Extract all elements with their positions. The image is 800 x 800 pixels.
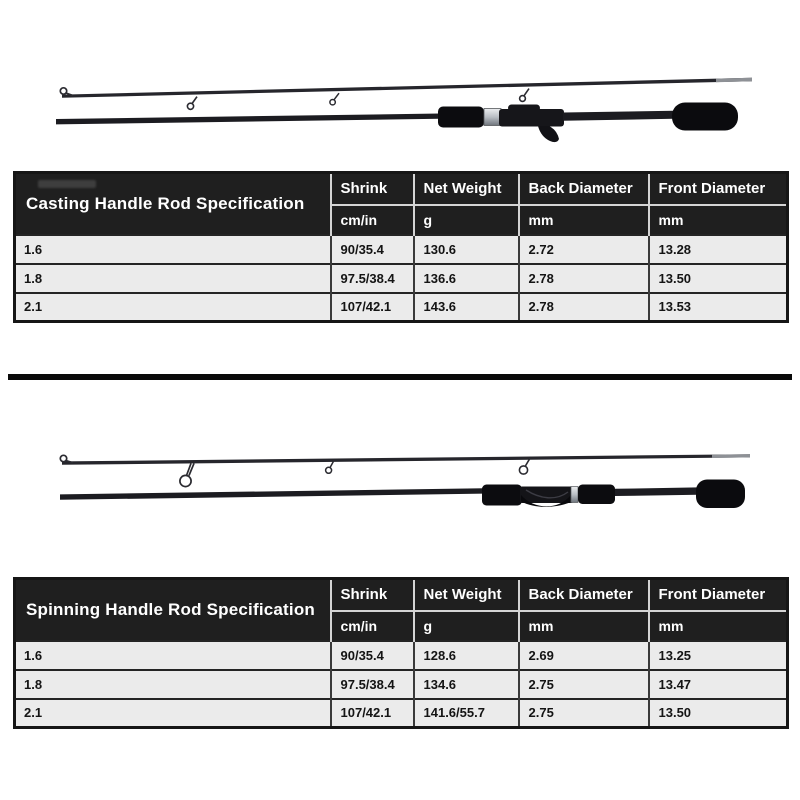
- column-header-shrink: Shrink: [331, 579, 414, 611]
- rod-ferrule: [712, 454, 750, 458]
- unit-net-weight: g: [414, 611, 519, 641]
- cell-back-diameter: 2.78: [519, 293, 649, 322]
- eva-foregrip: [482, 485, 522, 506]
- watermark-smudge: [38, 180, 96, 188]
- cell-net-weight: 136.6: [414, 264, 519, 293]
- reel-seat-ring: [571, 487, 578, 503]
- table-row: [15, 641, 788, 670]
- cell-front-diameter: 13.28: [649, 235, 788, 264]
- cell-length: 2.1: [15, 293, 331, 322]
- casting-rod-photo: [0, 0, 800, 170]
- column-header-net-weight: Net Weight: [414, 579, 519, 611]
- column-header-front-diameter: Front Diameter: [649, 579, 788, 611]
- cell-front-diameter: 13.47: [649, 670, 788, 699]
- spinning-reel-seat: [520, 487, 573, 507]
- cell-net-weight: 128.6: [414, 641, 519, 670]
- cell-net-weight: 141.6/55.7: [414, 699, 519, 728]
- rod-ferrule: [716, 78, 752, 82]
- cell-net-weight: 134.6: [414, 670, 519, 699]
- unit-front-diameter: mm: [649, 205, 788, 235]
- rear-shaft: [615, 487, 698, 496]
- table-row: [15, 293, 788, 322]
- rod-butt-section: [56, 103, 738, 143]
- eva-butt-grip: [696, 480, 745, 509]
- column-header-front-diameter: Front Diameter: [649, 173, 788, 205]
- casting-reel-seat: [499, 105, 564, 143]
- rod-butt-section: [60, 480, 745, 509]
- cell-back-diameter: 2.72: [519, 235, 649, 264]
- cell-back-diameter: 2.78: [519, 264, 649, 293]
- spinning-spec-table: [13, 577, 789, 729]
- rod-blank: [56, 114, 440, 125]
- unit-shrink: cm/in: [331, 611, 414, 641]
- unit-shrink: cm/in: [331, 205, 414, 235]
- rod-tip-section: [60, 78, 752, 110]
- table-row: [15, 670, 788, 699]
- line-guide-icon: [330, 93, 339, 105]
- unit-back-diameter: mm: [519, 205, 649, 235]
- rod-blank: [60, 488, 484, 500]
- cell-length: 1.8: [15, 264, 331, 293]
- line-guide-icon: [326, 460, 334, 473]
- cell-shrink: 97.5/38.4: [331, 264, 414, 293]
- unit-front-diameter: mm: [649, 611, 788, 641]
- cell-length: 1.6: [15, 235, 331, 264]
- cell-length: 2.1: [15, 699, 331, 728]
- cell-length: 1.8: [15, 670, 331, 699]
- cell-shrink: 107/42.1: [331, 699, 414, 728]
- line-guide-icon: [520, 89, 529, 102]
- cell-back-diameter: 2.69: [519, 641, 649, 670]
- column-header-net-weight: Net Weight: [414, 173, 519, 205]
- cell-front-diameter: 13.50: [649, 264, 788, 293]
- section-divider: [8, 374, 792, 380]
- spinning-rod-photo: [0, 400, 800, 576]
- line-guide-icon: [187, 97, 197, 110]
- cell-front-diameter: 13.53: [649, 293, 788, 322]
- table-title-text: Spinning Handle Rod Specification: [26, 599, 316, 619]
- cell-front-diameter: 13.25: [649, 641, 788, 670]
- column-header-back-diameter: Back Diameter: [519, 173, 649, 205]
- cell-length: 1.6: [15, 641, 331, 670]
- cell-shrink: 97.5/38.4: [331, 670, 414, 699]
- rod-tip-section: [60, 454, 750, 486]
- table-row: [15, 264, 788, 293]
- line-guide-icon: [180, 463, 194, 486]
- eva-foregrip: [438, 107, 484, 128]
- table-title-text: Casting Handle Rod Specification: [26, 193, 305, 213]
- unit-back-diameter: mm: [519, 611, 649, 641]
- cell-back-diameter: 2.75: [519, 670, 649, 699]
- cell-shrink: 107/42.1: [331, 293, 414, 322]
- column-header-back-diameter: Back Diameter: [519, 579, 649, 611]
- casting-spec-table: [13, 171, 789, 323]
- cell-shrink: 90/35.4: [331, 641, 414, 670]
- table-title: [15, 173, 331, 235]
- rear-shaft: [563, 111, 674, 121]
- table-row: [15, 699, 788, 728]
- table-row: [15, 235, 788, 264]
- column-header-shrink: Shrink: [331, 173, 414, 205]
- eva-butt-grip: [672, 103, 738, 131]
- unit-net-weight: g: [414, 205, 519, 235]
- tip-top-guide-icon: [60, 88, 73, 96]
- cell-net-weight: 143.6: [414, 293, 519, 322]
- cell-front-diameter: 13.50: [649, 699, 788, 728]
- table-title: [15, 579, 331, 641]
- cell-back-diameter: 2.75: [519, 699, 649, 728]
- line-guide-icon: [519, 458, 530, 474]
- cell-net-weight: 130.6: [414, 235, 519, 264]
- eva-rear-grip: [578, 485, 615, 505]
- trigger-grip: [538, 126, 559, 142]
- reel-seat-ring: [484, 109, 501, 126]
- cell-shrink: 90/35.4: [331, 235, 414, 264]
